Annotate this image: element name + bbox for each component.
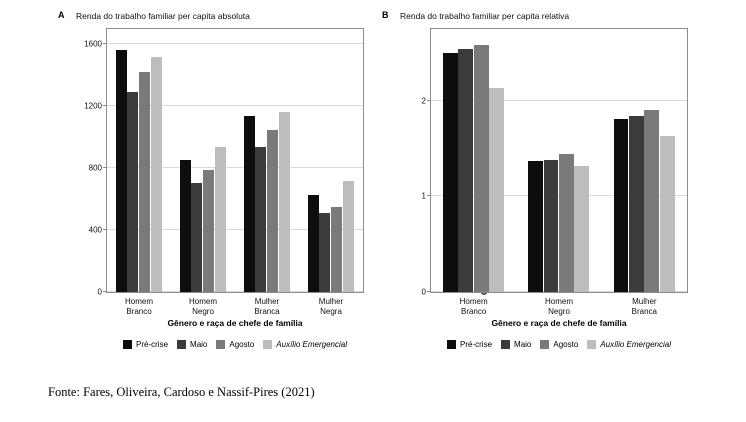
x-axis-tick-label: Mulher Branca [254, 297, 280, 316]
x-axis-tick-label: Homem Negro [544, 297, 574, 316]
bar-group [116, 29, 162, 292]
legend-swatch [587, 340, 596, 349]
panel-a-title: Renda do trabalho familiar per capita absoluta [76, 11, 250, 21]
bar [474, 45, 489, 292]
y-axis-tick-mark [103, 291, 107, 292]
bar [308, 195, 319, 292]
bar [660, 136, 675, 292]
legend-label: Maio [514, 340, 532, 349]
x-axis-tick-label: Homem Branco [124, 297, 154, 316]
bar [629, 116, 644, 292]
legend-item [263, 340, 347, 349]
y-axis-tick-mark [103, 43, 107, 44]
y-axis-tick-mark [427, 100, 431, 101]
x-axis-tick-label: Mulher Negra [318, 297, 344, 316]
bar [215, 147, 226, 292]
legend-item [216, 340, 254, 349]
legend-swatch [123, 340, 132, 349]
bar [180, 160, 191, 292]
bar-group [244, 29, 290, 292]
panel-b-title: Renda do trabalho familiar per capita relativa [400, 11, 570, 21]
y-axis-tick-label: 1 [421, 191, 426, 201]
bar [191, 183, 202, 292]
bar [331, 207, 342, 292]
panel-a-plot-inner [84, 29, 363, 316]
panel-b-x-axis-title: Gênero e raça de chefe de família [491, 318, 627, 328]
legend-label: Auxílio Emergencial [276, 340, 347, 349]
panel-b-tag: B [382, 10, 389, 20]
bar [319, 213, 330, 292]
legend-label: Pré-crise [460, 340, 493, 349]
legend-item [587, 340, 671, 349]
bar [139, 72, 150, 292]
bar [559, 154, 574, 292]
bar [644, 110, 659, 292]
panel-b-plot-area [421, 28, 688, 316]
y-axis-tick-label: 800 [88, 163, 102, 173]
y-axis-tick-label: 1600 [84, 39, 102, 49]
legend-swatch [177, 340, 186, 349]
y-axis-tick-mark [103, 105, 107, 106]
legend-item [540, 340, 578, 349]
panel-a-plot-area [84, 28, 364, 316]
legend-label: Maio [190, 340, 208, 349]
bar [614, 119, 629, 292]
legend-label: Agosto [553, 340, 579, 349]
legend-label: Agosto [229, 340, 255, 349]
bar [489, 88, 504, 292]
x-axis-tick-label: Mulher Branca [631, 297, 658, 316]
y-axis-tick-mark [427, 291, 431, 292]
y-axis-tick-label: 0 [421, 287, 426, 297]
x-axis-tick-label: Homem Negro [188, 297, 218, 316]
y-axis-tick-mark [427, 195, 431, 196]
y-axis-tick-label: 1200 [84, 101, 102, 111]
bar [255, 147, 266, 292]
panel-a [48, 0, 378, 370]
source-note: Fonte: Fares, Oliveira, Cardoso e Nassif-Pires (2021) [48, 385, 315, 399]
legend-swatch [540, 340, 549, 349]
legend-item [177, 340, 207, 349]
panel-b-legend [430, 340, 688, 349]
bar [343, 181, 354, 292]
legend-label: Pré-crise [136, 340, 169, 349]
y-axis-tick-mark [103, 229, 107, 230]
panel-a-tag: A [58, 10, 65, 20]
y-axis-tick-label: 0 [97, 287, 102, 297]
bar-group [528, 29, 589, 292]
bar [267, 130, 278, 292]
bar [574, 166, 589, 292]
bar [244, 116, 255, 292]
bar [544, 160, 559, 292]
bar-group [180, 29, 226, 292]
legend-item [447, 340, 492, 349]
legend-swatch [216, 340, 225, 349]
bar [116, 50, 127, 292]
bar [279, 112, 290, 292]
legend-item [123, 340, 168, 349]
bar-group [614, 29, 675, 292]
bar [203, 170, 214, 292]
panel-b-plot-inner [421, 29, 687, 316]
y-axis-tick-label: 400 [88, 225, 102, 235]
y-axis-tick-label: 2 [421, 96, 426, 106]
bar [151, 57, 162, 292]
y-axis-tick-mark [103, 167, 107, 168]
bar-group [308, 29, 354, 292]
bar-group [443, 29, 504, 292]
legend-label: Auxílio Emergencial [600, 340, 671, 349]
panel-b [372, 0, 702, 370]
legend-swatch [447, 340, 456, 349]
panel-a-x-axis-title: Gênero e raça de chefe de família [167, 318, 303, 328]
x-axis-tick-label: Homem Branco [459, 297, 488, 316]
panel-a-legend [106, 340, 364, 349]
legend-item [501, 340, 531, 349]
legend-swatch [263, 340, 272, 349]
bar [127, 92, 138, 292]
bar [443, 53, 458, 292]
bar [528, 161, 543, 292]
legend-swatch [501, 340, 510, 349]
bar [458, 49, 473, 292]
